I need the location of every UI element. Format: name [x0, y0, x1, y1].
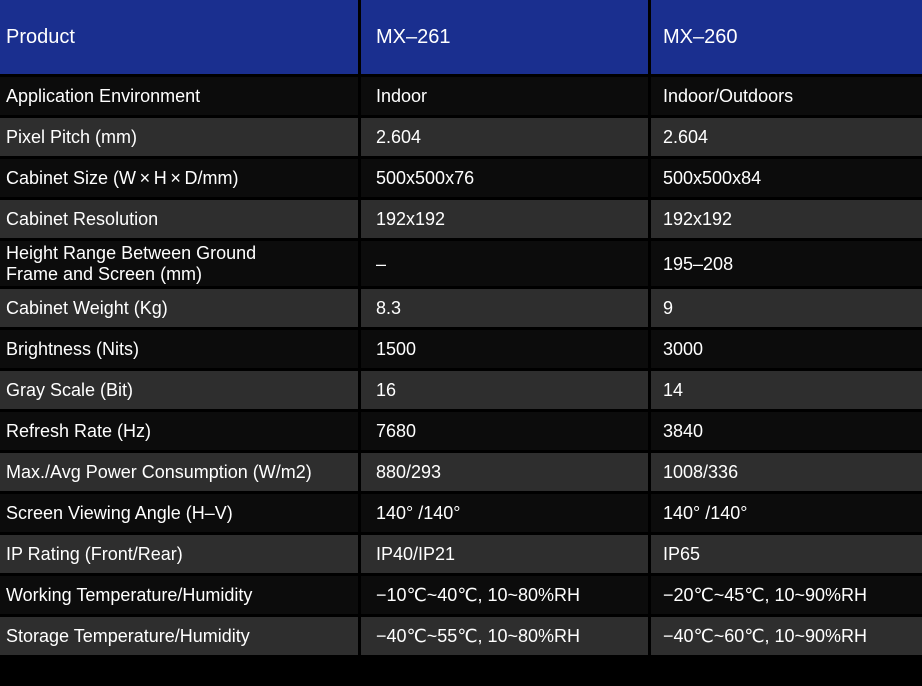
spec-value-mx261: 8.3 [361, 289, 648, 327]
table-row [0, 494, 922, 532]
spec-value-mx261: 16 [361, 371, 648, 409]
table-row [0, 289, 922, 327]
spec-value-mx260: 140° /140° [651, 494, 922, 532]
spec-value-mx260: 3000 [651, 330, 922, 368]
spec-label: Brightness (Nits) [0, 330, 358, 368]
spec-label: Working Temperature/Humidity [0, 576, 358, 614]
header-cell-mx260: MX–260 [651, 0, 922, 74]
table-row [0, 412, 922, 450]
spec-value-mx261: 880/293 [361, 453, 648, 491]
spec-value-mx261: 2.604 [361, 118, 648, 156]
table-row [0, 118, 922, 156]
table-row [0, 77, 922, 115]
table-row [0, 617, 922, 655]
spec-label: Screen Viewing Angle (H–V) [0, 494, 358, 532]
spec-value-mx260: Indoor/Outdoors [651, 77, 922, 115]
spec-label: IP Rating (Front/Rear) [0, 535, 358, 573]
table-row [0, 535, 922, 573]
spec-value-mx260: 9 [651, 289, 922, 327]
spec-value-mx261: −10℃~40℃, 10~80%RH [361, 576, 648, 614]
spec-value-mx260: 195–208 [651, 241, 922, 286]
spec-value-mx260: 3840 [651, 412, 922, 450]
spec-label: Max./Avg Power Consumption (W/m2) [0, 453, 358, 491]
table-row [0, 330, 922, 368]
spec-value-mx260: −20℃~45℃, 10~90%RH [651, 576, 922, 614]
spec-label: Storage Temperature/Humidity [0, 617, 358, 655]
spec-label: Application Environment [0, 77, 358, 115]
spec-value-mx260: 1008/336 [651, 453, 922, 491]
spec-value-mx261: 192x192 [361, 200, 648, 238]
spec-value-mx260: 192x192 [651, 200, 922, 238]
spec-value-mx260: 2.604 [651, 118, 922, 156]
spec-label: Cabinet Size (W × H × D/mm) [0, 159, 358, 197]
spec-value-mx261: IP40/IP21 [361, 535, 648, 573]
spec-value-mx260: IP65 [651, 535, 922, 573]
spec-value-mx260: 14 [651, 371, 922, 409]
header-cell-mx261: MX–261 [361, 0, 648, 74]
spec-value-mx261: Indoor [361, 77, 648, 115]
table-header-row [0, 0, 922, 74]
spec-label: Pixel Pitch (mm) [0, 118, 358, 156]
spec-value-mx260: 500x500x84 [651, 159, 922, 197]
spec-label: Refresh Rate (Hz) [0, 412, 358, 450]
header-cell-product: Product [0, 0, 358, 74]
spec-label: Cabinet Weight (Kg) [0, 289, 358, 327]
spec-value-mx260: −40℃~60℃, 10~90%RH [651, 617, 922, 655]
table-row [0, 200, 922, 238]
spec-value-mx261: 1500 [361, 330, 648, 368]
spec-value-mx261: – [361, 241, 648, 286]
spec-label: Gray Scale (Bit) [0, 371, 358, 409]
spec-label: Cabinet Resolution [0, 200, 358, 238]
table-row [0, 241, 922, 286]
spec-label: Height Range Between Ground Frame and Screen (mm) [0, 241, 358, 286]
table-row [0, 159, 922, 197]
spec-value-mx261: 7680 [361, 412, 648, 450]
table-row [0, 576, 922, 614]
spec-value-mx261: 500x500x76 [361, 159, 648, 197]
table-row [0, 453, 922, 491]
table-row [0, 371, 922, 409]
spec-value-mx261: −40℃~55℃, 10~80%RH [361, 617, 648, 655]
spec-value-mx261: 140° /140° [361, 494, 648, 532]
